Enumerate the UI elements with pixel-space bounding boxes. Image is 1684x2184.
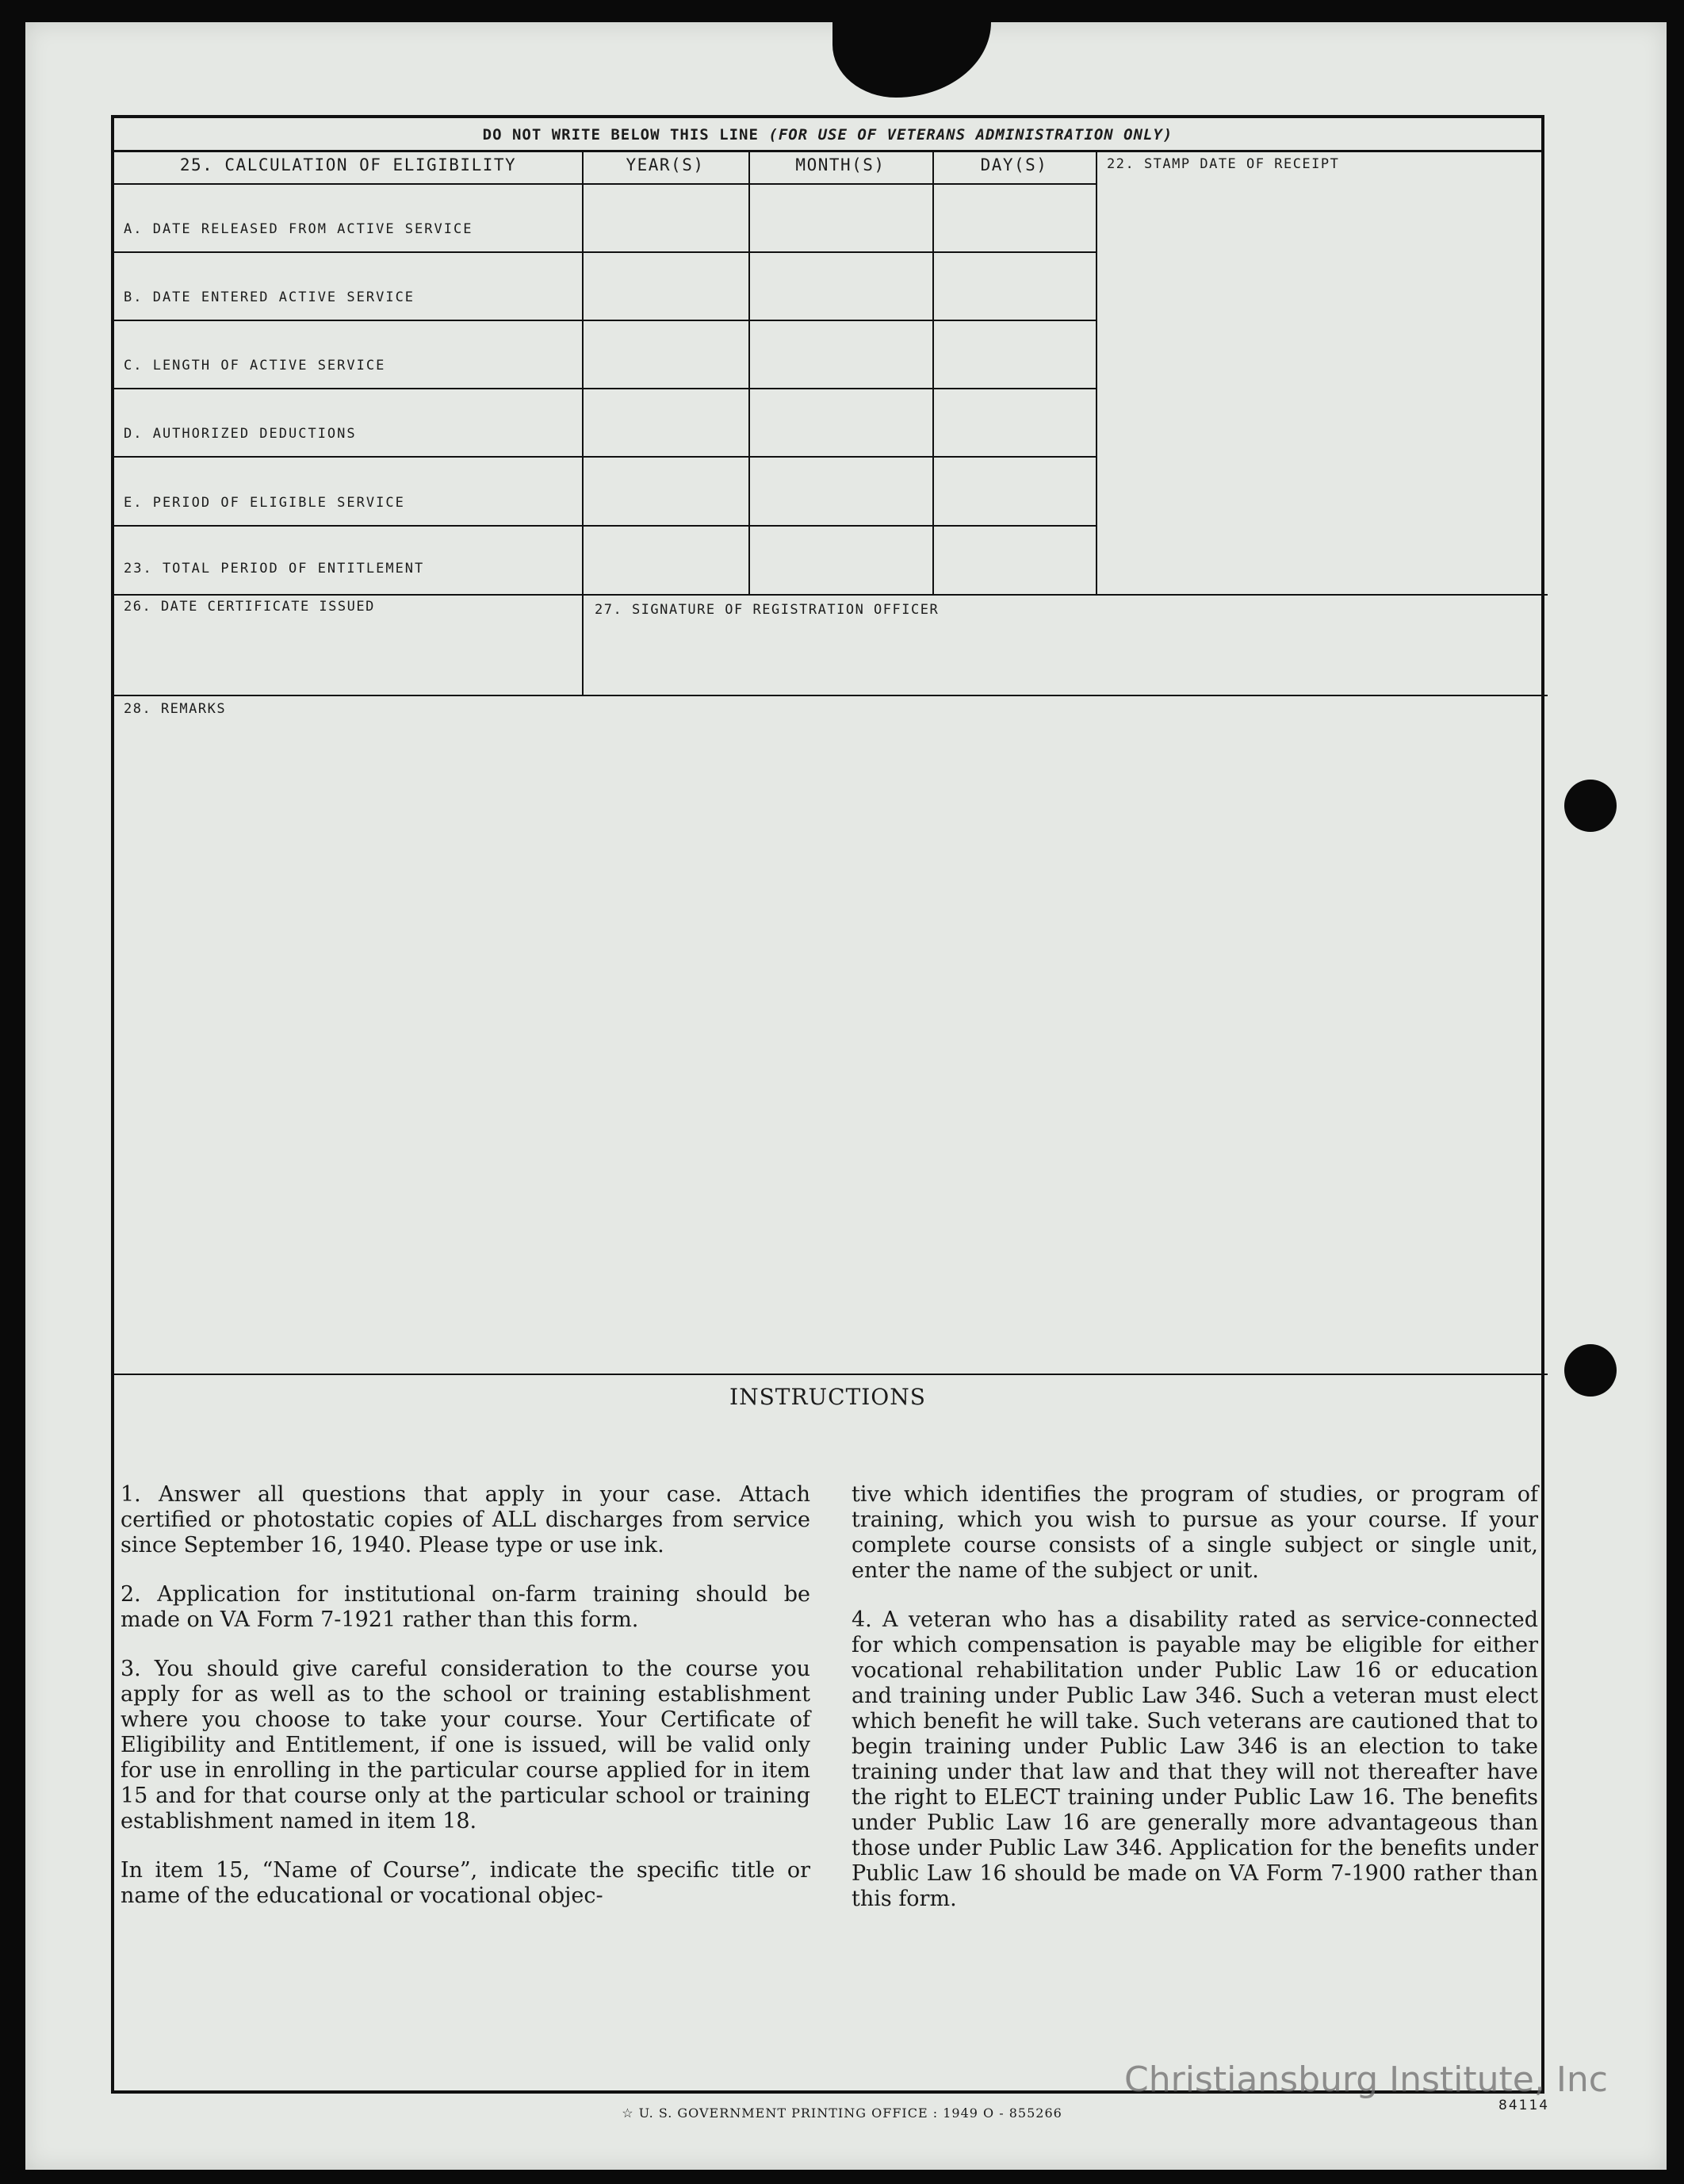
instructions-left-column (121, 1482, 810, 1933)
header-italic: (FOR USE OF VETERANS ADMINISTRATION ONLY) (768, 126, 1173, 144)
instruction-paragraph: 3. You should give careful consideration to the course you apply for as well as to the school or training establishment where you choose to take your course. Your Certificate of Eligibility and Entitlement, if one is issued, will be valid only for use in enrolling in the particular course applied for in item 15 and for that course only at the particular school or training establishment named in item 18. (121, 1657, 810, 1833)
instructions-right-column (852, 1482, 1538, 1936)
row-total-entitlement: 23. TOTAL PERIOD OF ENTITLEMENT (124, 561, 425, 577)
instruction-paragraph: tive which identifies the program of studies, or program of training, which you wish to pursue as your course. If your complete course consists of a single subject or single unit, enter the name of the subject or unit. (852, 1482, 1538, 1583)
instruction-paragraph: In item 15, “Name of Course”, indicate the specific title or name of the educational or vocational objec- (121, 1858, 810, 1908)
row-date-entered: B. DATE ENTERED ACTIVE SERVICE (124, 289, 415, 305)
punch-hole (1564, 1344, 1617, 1397)
punch-hole (1564, 780, 1617, 832)
watermark: Christiansburg Institute, Inc (1124, 2059, 1608, 2100)
instruction-paragraph: 2. Application for institutional on-farm training should be made on VA Form 7-1921 rather than this form. (121, 1582, 810, 1632)
stamp-date-label: 22. STAMP DATE OF RECEIPT (1107, 156, 1340, 172)
calc-title: 25. CALCULATION OF ELIGIBILITY (179, 155, 517, 174)
signature-label: 27. SIGNATURE OF REGISTRATION OFFICER (595, 602, 940, 618)
row-date-released: A. DATE RELEASED FROM ACTIVE SERVICE (124, 221, 473, 237)
instruction-paragraph: 1. Answer all questions that apply in your case. Attach certified or photostatic copies of ALL discharges from service since September 16, 1940. Please type or use ink. (121, 1482, 810, 1558)
col-month-header: MONTH(S) (795, 155, 886, 174)
form-number: 84114 (1498, 2098, 1550, 2113)
instruction-paragraph: 4. A veteran who has a disability rated as service-connected for which compensation is payable may be eligible for either vocational rehabilitation under Public Law 16 or education and training under Public Law 346. Such a veteran must elect which benefit he will take. Such veterans are cautioned that to begin training under Public Law 346 is an election to take training under that law and that they will not thereafter have the right to ELECT training under Public Law 16. The benefits under Public Law 16 are generally more advantageous than those under Public Law 346. Application for the benefits under Public Law 16 should be made on VA Form 7-1900 rather than this form. (852, 1607, 1538, 1911)
va-form (111, 115, 1544, 2094)
row-authorized-deductions: D. AUTHORIZED DEDUCTIONS (124, 426, 357, 442)
row-length-service: C. LENGTH OF ACTIVE SERVICE (124, 358, 386, 374)
date-issued-label: 26. DATE CERTIFICATE ISSUED (124, 599, 375, 615)
col-year-header: YEAR(S) (626, 155, 705, 174)
row-eligible-service: E. PERIOD OF ELIGIBLE SERVICE (124, 495, 405, 511)
remarks-label: 28. REMARKS (124, 701, 227, 717)
do-not-write-header (114, 118, 1541, 152)
header-main: DO NOT WRITE BELOW THIS LINE (482, 126, 759, 144)
col-day-header: DAY(S) (980, 155, 1048, 174)
instructions-title: INSTRUCTIONS (729, 1384, 926, 1410)
printing-office-footer: ☆ U. S. GOVERNMENT PRINTING OFFICE : 1949 O - 855266 (622, 2105, 1062, 2121)
